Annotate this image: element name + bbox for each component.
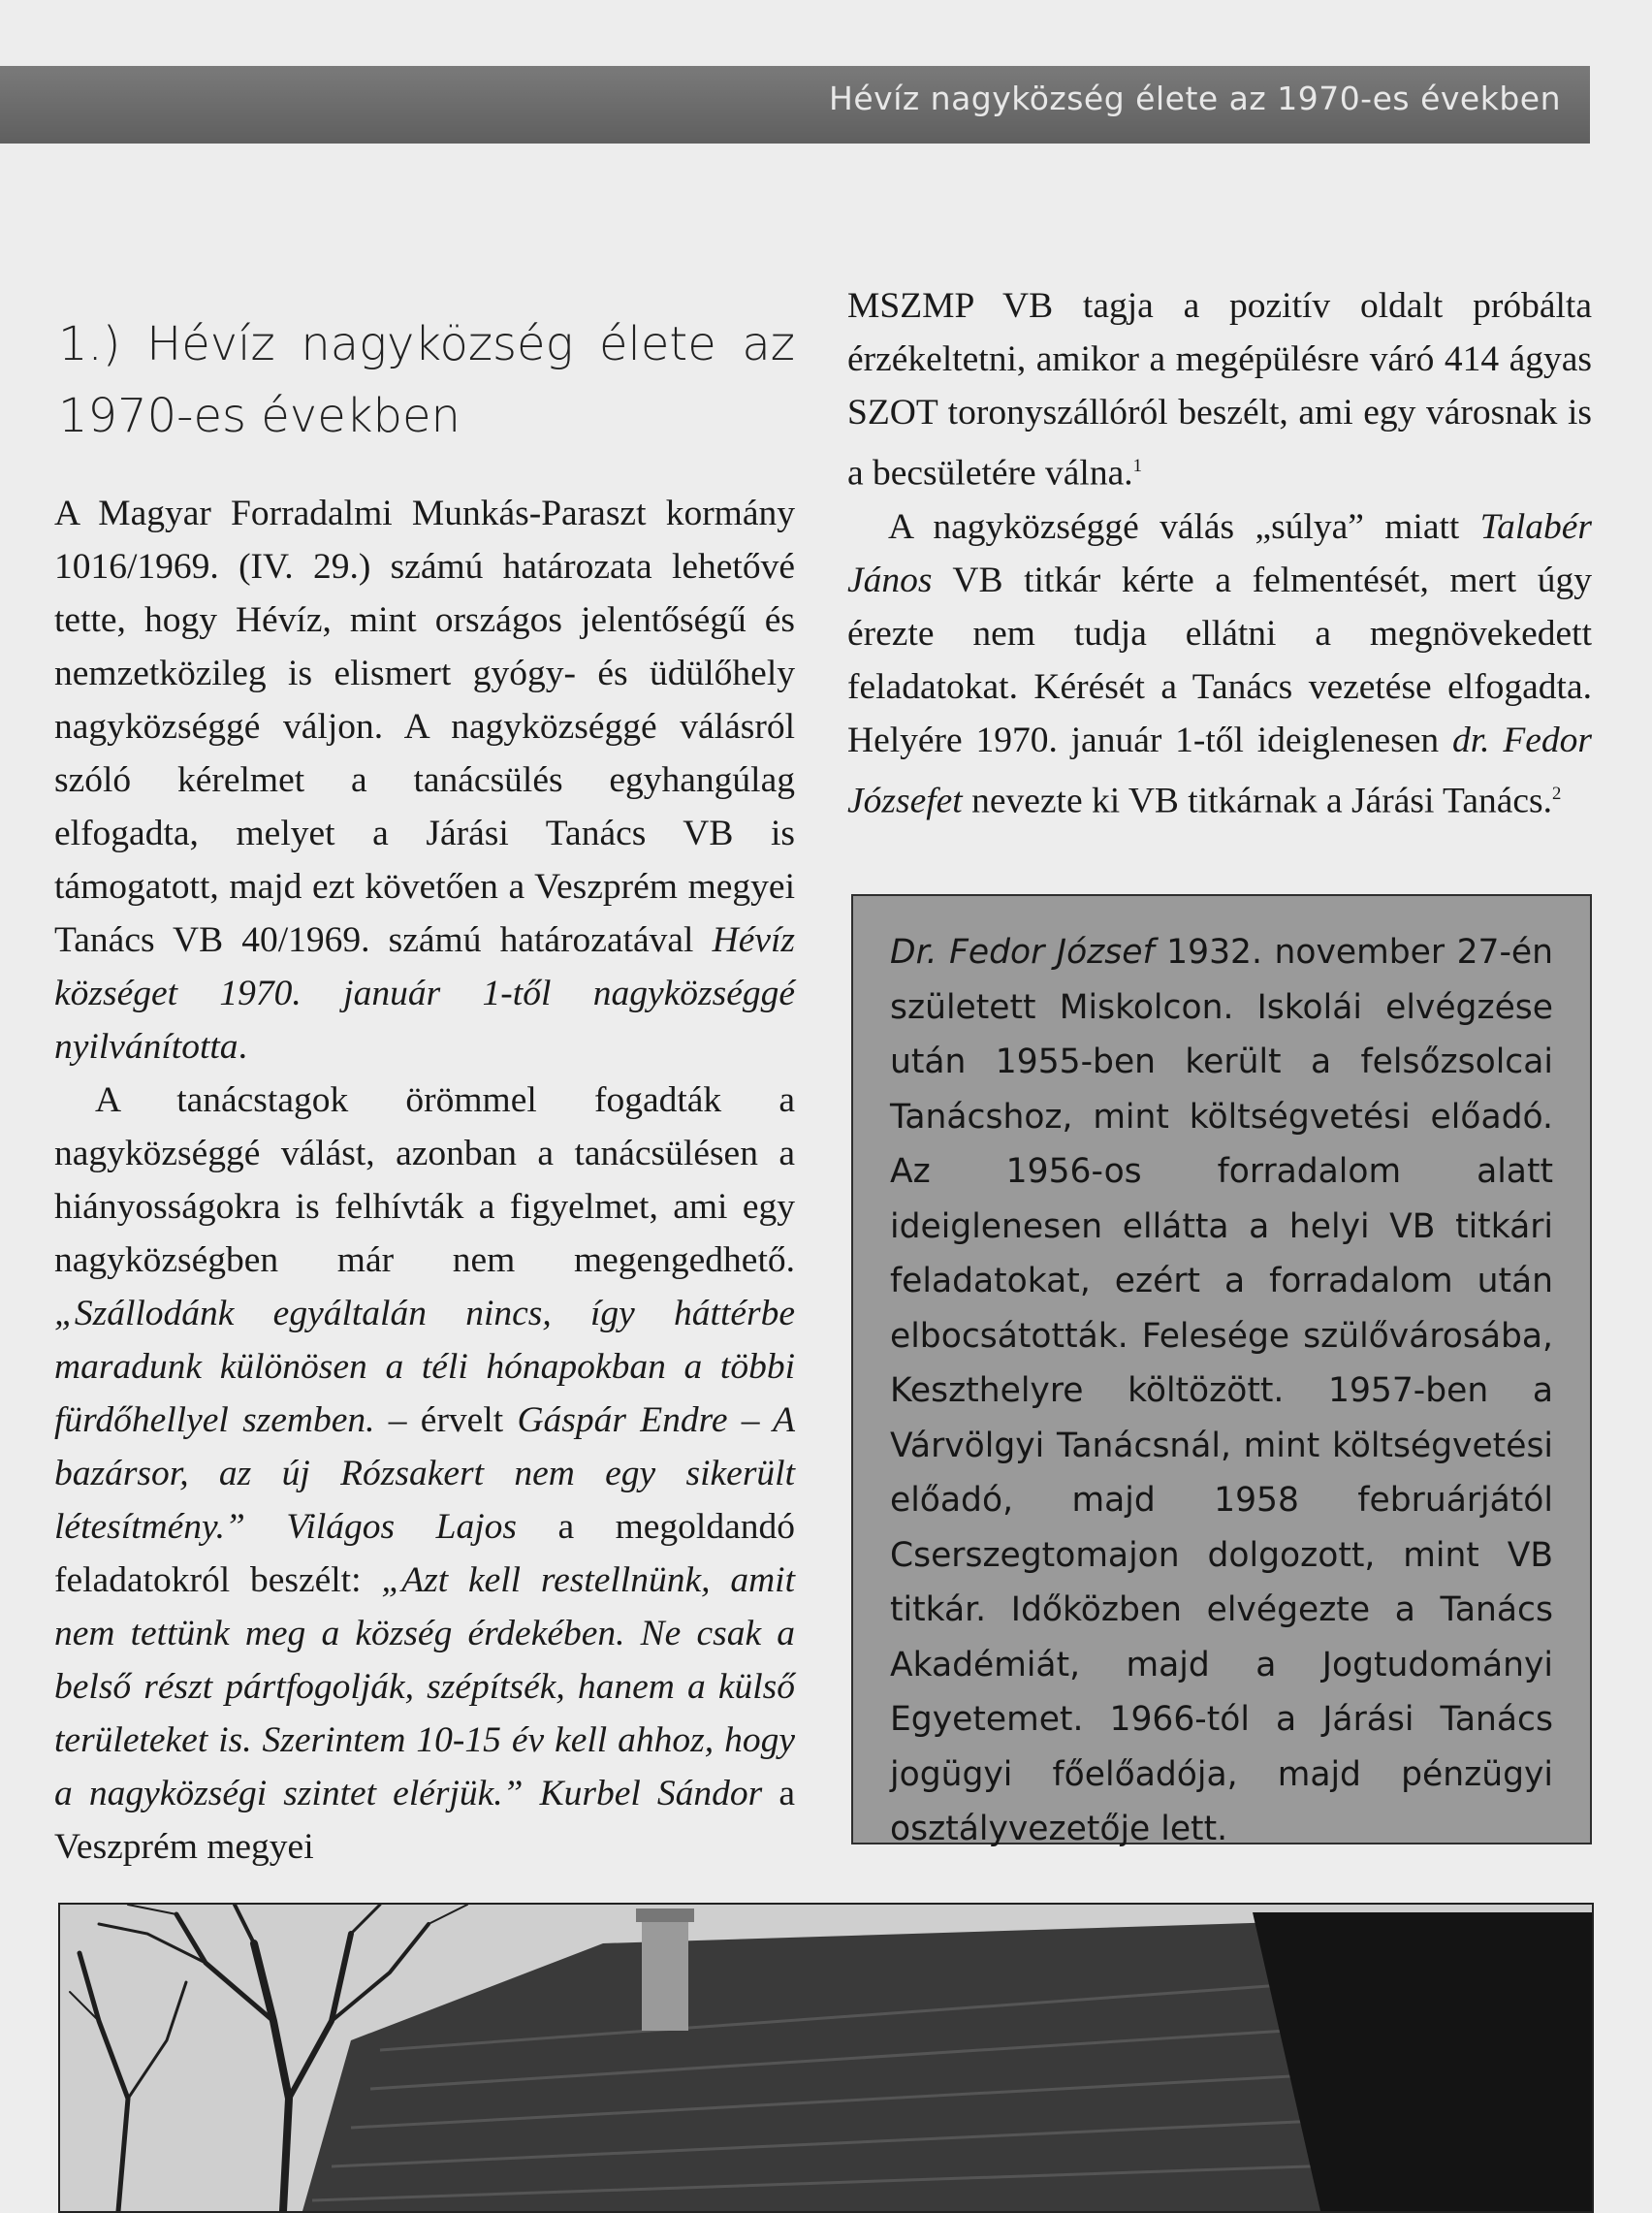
- biography-text: Dr. Fedor József 1932. november 27-én született Miskolcon. Iskolái elvégzése után 1955-ben került a felsőzsolcai Tanácshoz, mint költségvetési előadó. Az 1956-os forradalom alatt ideiglenesen ellátta a helyi VB titkári feladatokat, ezért a forradalom után elbocsátották. Felesége szülővárosába, Keszthelyre költözött. 1957-ben a Várvölgyi Tanácsnál, mint költségvetési előadó, majd 1958 februárjától Cserszegtomajon dolgozott, mint VB titkár. Időközben elvégezte a Tanács Akadémiát, majd a Jogtudományi Egyetemet. 1966-tól a Járási Tanács jogügyi főelőadója, majd pénzügyi osztályvezetője lett.: [890, 933, 1554, 1848]
- section-title: 1.) Hévíz nagyközség élete az 1970-es években: [58, 317, 795, 444]
- biography-name: Dr. Fedor József: [890, 933, 1155, 972]
- footnote-ref-2: 2: [1552, 783, 1562, 804]
- paragraph-council-meeting: A tanácstagok örömmel fogadták a nagyközséggé válást, azonban a tanácsülésen a hiányosságokra is felhívták a figyelmet, ami egy nagyközségben már nem megengedhető. „Szállodánk egyáltalán nincs, így háttérbe maradunk különösen a téli hónapokban a többi fürdőhellyel szemben. – érvelt Gáspár Endre – A bazársor, az új Rózsakert nem egy sikerült létesítmény.” Világos Lajos a megoldandó feladatokról beszélt: „Azt kell restellnünk, amit nem tettünk meg a község érdekében. Ne csak a belső részt pártfogolják, szépítsék, hanem a külső területeket is. Szerintem 10-15 év kell ahhoz, hogy a nagyközségi szintet elérjük.” Kurbel Sándor a Veszprém megyei: [54, 1080, 796, 1867]
- running-header-title: Hévíz nagyközség élete az 1970-es években: [829, 80, 1561, 117]
- paragraph-secretary: A nagyközséggé válás „súlya” miatt Talabér János VB titkár kérte a felmentését, mert úgy érezte nem tudja ellátni a megnövekedett feladatokat. Kérését a Tanács vezetése elfogadta. Helyére 1970. január 1-től ideiglenesen dr. Fedor Józsefet nevezte ki VB titkárnak a Járási Tanács.$^2$: [847, 506, 1592, 820]
- running-header-band: [0, 66, 1590, 144]
- left-text-column: [54, 487, 795, 1874]
- paragraph-resolution: A Magyar Forradalmi Munkás-Paraszt kormány 1016/1969. (IV. 29.) számú határozata lehetővé tette, hogy Hévíz, mint országos jelentőségű és nemzetközileg is elismert gyógy- és üdülőhely nagyközséggé váljon. A nagyközséggé válásról szóló kérelmet a tanácsülés egyhangúlag elfogadta, melyet a Járási Tanács VB is támogatott, majd ezt követően a Veszprém megyei Tanács VB 40/1969. számú határozatával Hévíz községet 1970. január 1-től nagyközséggé nyilvánította.: [54, 494, 795, 1067]
- paragraph-hotel: MSZMP VB tagja a pozitív oldalt próbálta érzékeltetni, amikor a megépülésre váró 414 ágyas SZOT toronyszállóról beszélt, ami egy városnak is a becsületére válna.$^1$: [847, 286, 1592, 494]
- right-text-column: [847, 279, 1592, 827]
- photo-illustration: [60, 1905, 1592, 2211]
- biography-box: [851, 894, 1592, 1848]
- photo-building-roof: [58, 1903, 1594, 2213]
- footnote-ref-1: 1: [1132, 456, 1142, 476]
